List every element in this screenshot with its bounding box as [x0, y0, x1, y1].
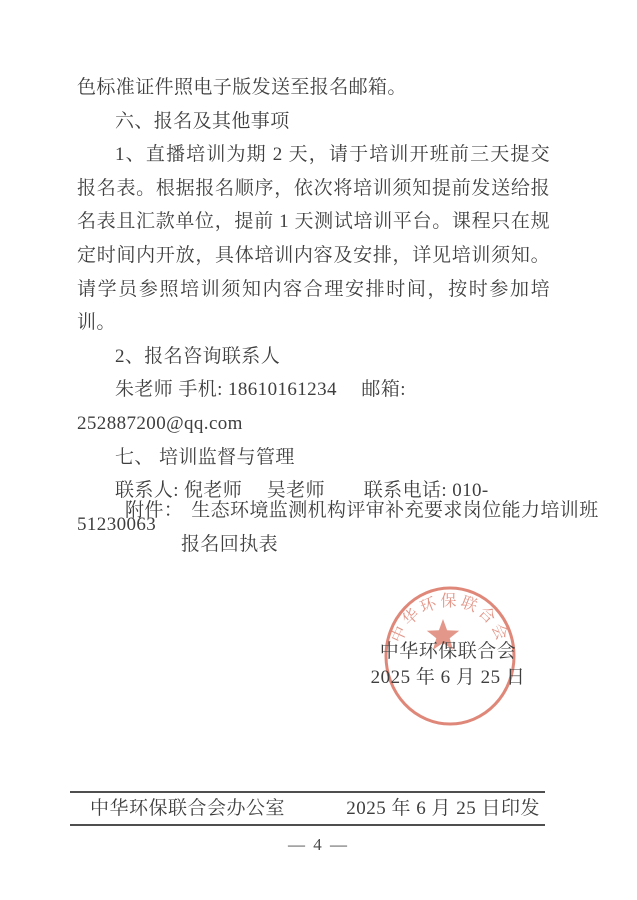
attachment-label: 附件： [125, 500, 184, 521]
document-body [77, 71, 550, 541]
signature-block [362, 639, 534, 691]
footer-rule-top [70, 791, 545, 793]
seal-arc-text: 中华环保联合会 [388, 593, 512, 646]
signature-organization: 中华环保联合会 [379, 641, 517, 662]
footer-row [90, 796, 540, 822]
page-number: — 4 — [288, 835, 349, 854]
section-six-item2-heading: 2、报名咨询联系人 [115, 345, 281, 367]
attachment-title: 生态环境监测机构评审补充要求岗位能力培训班报名回执表 [181, 500, 599, 555]
footer-office: 中华环保联合会办公室 [90, 798, 286, 819]
section-six-heading: 六、报名及其他事项 [115, 110, 290, 132]
registration-contact-line: 朱老师 手机: 18610161234 邮箱: 252887200@qq.com [77, 379, 406, 434]
footer-print-date: 2025 年 6 月 25 日印发 [346, 798, 540, 819]
signature-date: 2025 年 6 月 25 日 [370, 667, 526, 688]
section-six-item1: 1、直播培训为期 2 天，请于培训开班前三天提交报名表。根据报名顺序，依次将培训须知提前发送给报名表且汇款单位，提前 1 天测试培训平台。课程只在规定时间内开放，具体培训内容及安排，详见培训须知。请学员参照培训须知内容合理安排时间，按时参加培训。 [77, 144, 550, 334]
intro-line: 色标准证件照电子版发送至报名邮箱。 [77, 77, 407, 98]
footer-rule-bottom [70, 824, 545, 826]
supervision-contact-line: 联系人: 倪老师 吴老师 联系电话: 010-51230063 [77, 480, 489, 535]
attachment-line [125, 494, 611, 562]
section-seven-heading: 七、 培训监督与管理 [115, 446, 295, 468]
